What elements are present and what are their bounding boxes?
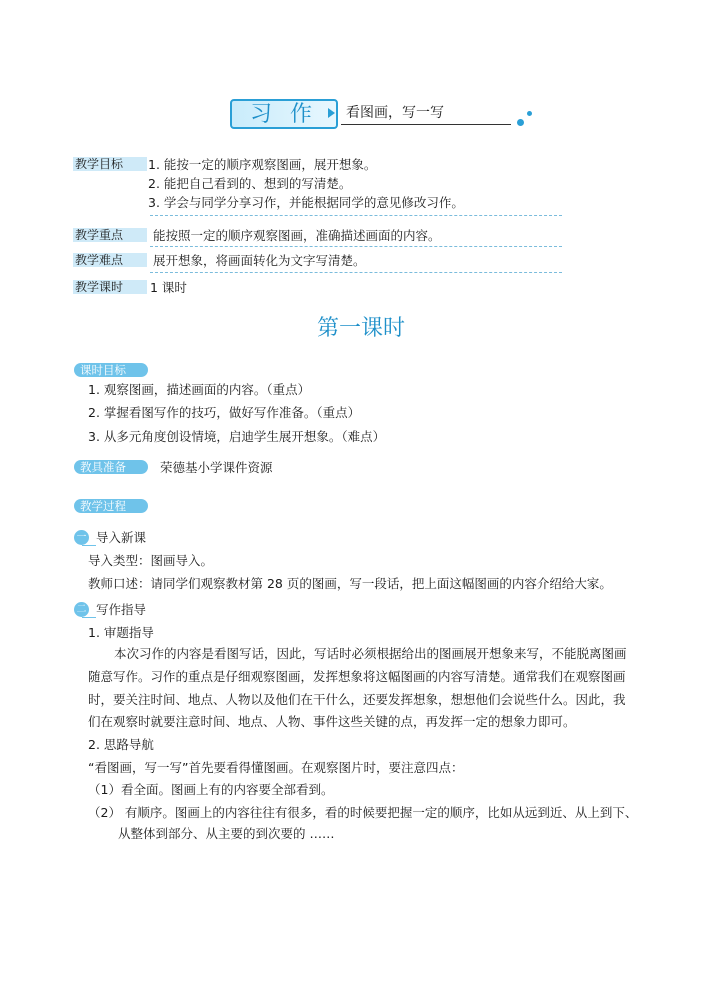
subheading: 1. 审题指导	[88, 625, 154, 640]
label-difficulty: 教学难点	[73, 253, 147, 267]
goal-item: 2. 能把自己看到的、想到的写清楚。	[148, 176, 352, 191]
list-item: 从整体到部分、从主要的到次要的 ……	[118, 826, 335, 841]
divider	[82, 545, 96, 546]
arrow-right-icon	[328, 108, 335, 118]
goal-item: 3. 学会与同学分享习作，并能根据同学的意见修改习作。	[148, 195, 464, 210]
banner-subtitle: 看图画，写一写	[346, 105, 444, 121]
body-line: 们在观察时就要注意时间、地点、人物、事件这些关键的点，再发挥一定的想象力即可。	[88, 714, 576, 729]
objective-item: 2. 掌握看图写作的技巧，做好写作准备。（重点）	[88, 405, 361, 420]
decor-dot-icon	[517, 119, 524, 126]
title-banner	[226, 99, 526, 129]
section-number-badge: 二	[74, 602, 89, 617]
banner-underline	[341, 124, 511, 125]
section-heading: 导入新课	[96, 530, 147, 545]
list-item: （1）看全面。图画上有的内容要全部看到。	[88, 782, 334, 797]
key-point-text: 能按照一定的顺序观察图画，准确描述画面的内容。	[153, 228, 441, 243]
divider	[82, 617, 96, 618]
lesson-title: 第一课时	[316, 316, 405, 341]
objective-item: 1. 观察图画，描述画面的内容。（重点）	[88, 382, 311, 397]
body-line: 随意写作。习作的重点是仔细观察图画，发挥想象将这幅图画的内容写清楚。通常我们在观察图画	[88, 669, 626, 684]
label-teaching-goal: 教学目标	[73, 157, 147, 171]
teaching-aids-text: 荣德基小学课件资源	[160, 460, 273, 475]
label-class-hours: 教学课时	[73, 280, 147, 294]
banner-title: 习作	[250, 102, 331, 127]
section-number-badge: 一	[74, 530, 89, 545]
banner-box	[230, 99, 338, 129]
label-lesson-objective: 课时目标	[74, 363, 148, 377]
body-line: 教师口述：请同学们观察教材第 28 页的图画，写一段话，把上面这幅图画的内容介绍给大家。	[88, 576, 612, 591]
label-teaching-aids: 教具准备	[74, 460, 148, 474]
body-line: 导入类型：图画导入。	[88, 553, 214, 568]
subheading: 2. 思路导航	[88, 737, 154, 752]
difficulty-text: 展开想象，将画面转化为文字写清楚。	[153, 253, 366, 268]
body-line: “看图画，写一写”首先要看得懂图画。在观察图片时，要注意四点：	[88, 760, 464, 775]
decor-dot-icon	[527, 111, 532, 116]
divider	[150, 272, 562, 273]
divider	[150, 215, 562, 216]
body-line: 时，要关注时间、地点、人物以及他们在干什么，还要发挥想象，想想他们会说些什么。因此，我	[88, 692, 626, 707]
list-item: （2） 有顺序。图画上的内容往往有很多，看的时候要把握一定的顺序，比如从远到近、从上到下、	[88, 805, 638, 820]
divider	[150, 246, 562, 247]
section-heading: 写作指导	[96, 602, 147, 617]
body-line: 本次习作的内容是看图写话，因此，写话时必须根据给出的图画展开想象来写，不能脱离图画	[114, 646, 627, 661]
goal-item: 1. 能按一定的顺序观察图画，展开想象。	[148, 157, 377, 172]
objective-item: 3. 从多元角度创设情境，启迪学生展开想象。（难点）	[88, 429, 386, 444]
class-hours-text: 1 课时	[150, 280, 187, 295]
label-teaching-process: 教学过程	[74, 499, 148, 513]
label-key-point: 教学重点	[73, 228, 147, 242]
